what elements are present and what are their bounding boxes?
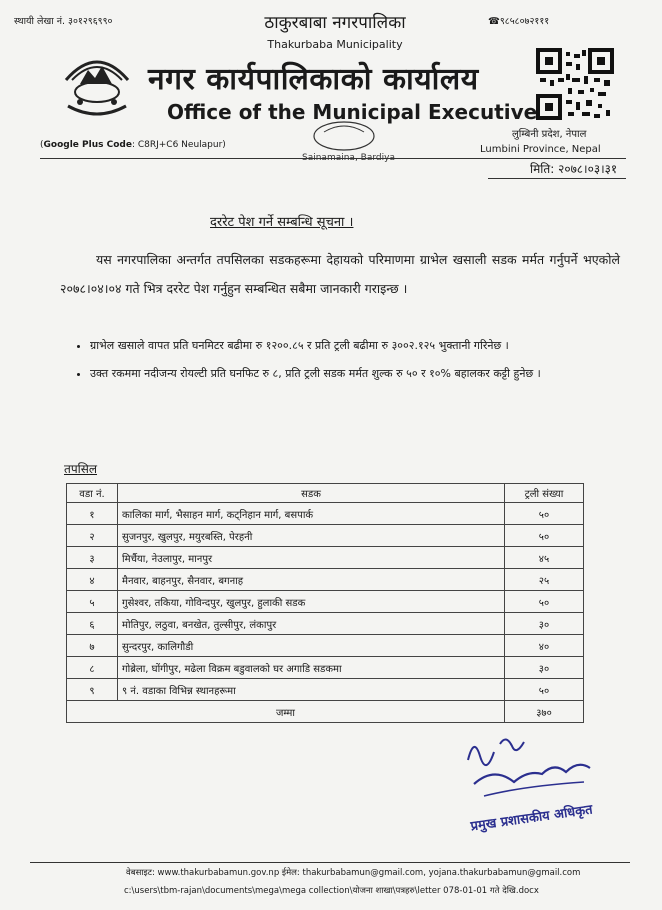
ward-cell: ९ (67, 679, 118, 701)
table-row (67, 547, 584, 569)
google-plus-code-label: Google Plus Code (43, 140, 132, 150)
count-cell: ५० (505, 503, 584, 525)
phone-number: ☎९८५८०७२१११ (488, 16, 550, 27)
ward-cell: १ (67, 503, 118, 525)
road-cell: गुसेश्वर, तकिया, गोविन्दपुर, खुलपुर, हुलाकी सडक (118, 591, 505, 613)
count-cell: ३० (505, 657, 584, 679)
road-cell: मिर्चैया, नेउलापुर, मानपुर (118, 547, 505, 569)
table-row (67, 591, 584, 613)
column-header-ward: वडा नं. (67, 484, 118, 503)
province-nepali: लुम्बिनी प्रदेश, नेपाल (512, 129, 587, 140)
road-cell: मैनवार, बाहनपुर, सैनवार, बगनाह (118, 569, 505, 591)
notice-paragraph: यस नगरपालिका अन्तर्गत तपसिलका सडकहरूमा देहायको परिमाणमा ग्राभेल खसाली सडक मर्मत गर्नुपर्ने भएकोले २०७८।०४।०४ गते भित्र दररेट पेश गर्नुहुन सम्बन्धित सबैमा जानकारी गराइन्छ । (60, 252, 620, 296)
schedule-table (66, 483, 584, 723)
google-plus-code: (Google Plus Code: C8RJ+C6 Neulapur) (40, 140, 226, 150)
count-cell: ५० (505, 525, 584, 547)
signature-icon (454, 726, 604, 806)
count-cell: ५० (505, 591, 584, 613)
registration-number: स्थायी लेखा नं. ३०१२९६९९० (14, 16, 113, 27)
ward-cell: ८ (67, 657, 118, 679)
header-divider (40, 158, 626, 159)
table-row (67, 635, 584, 657)
column-header-road: सडक (118, 484, 505, 503)
letter-date: मिति: २०७८।०३।३१ (530, 162, 618, 176)
ward-cell: ७ (67, 635, 118, 657)
table-row (67, 503, 584, 525)
footer-divider (30, 862, 630, 863)
table-row (67, 569, 584, 591)
table-row (67, 525, 584, 547)
schedule-heading: तपसिल (64, 462, 98, 476)
office-title-nepali: नगर कार्यपालिकाको कार्यालय (148, 62, 479, 97)
count-cell: ५० (505, 679, 584, 701)
footer-website: वेबसाइट: www.thakurbabamun.gov.np ईमेल: thakurbabamun@gmail.com, yojana.thakurbabamun@gmail.com (126, 868, 581, 878)
table-row (67, 679, 584, 701)
notice-bullet-list (74, 335, 642, 391)
total-label: जम्मा (67, 701, 505, 723)
count-cell: ३० (505, 613, 584, 635)
date-underline (488, 178, 626, 179)
table-total-row (67, 701, 584, 723)
ward-cell: ३ (67, 547, 118, 569)
municipality-name-english: Thakurbaba Municipality (267, 38, 403, 51)
road-cell: ९ नं. वडाका विभिन्न स्थानहरूमा (118, 679, 505, 701)
google-plus-code-value: : C8RJ+C6 Neulapur) (131, 140, 226, 150)
footer-file-path: c:\users\tbm-rajan\documents\mega\mega collection\योजना शाखा\पत्रहरु\letter 078-01-01 गते देखि.docx (124, 886, 539, 896)
table-row (67, 657, 584, 679)
ward-cell: २ (67, 525, 118, 547)
ward-cell: ५ (67, 591, 118, 613)
total-value: ३७० (505, 701, 584, 723)
signatory-title: प्रमुख प्रशासकीय अधिकृत (469, 802, 594, 835)
count-cell: ४५ (505, 547, 584, 569)
road-cell: मोतिपुर, लठुवा, बनखेत, तुल्सीपुर, लंकापुर (118, 613, 505, 635)
road-cell: सुन्दरपुर, कालिगौडी (118, 635, 505, 657)
province-english: Lumbini Province, Nepal (480, 144, 601, 155)
municipality-name-nepali: ठाकुरबाबा नगरपालिका (264, 13, 406, 33)
table-header-row (67, 484, 584, 503)
ward-cell: ४ (67, 569, 118, 591)
list-item: • ग्राभेल खसाले वापत प्रति घनमिटर बढीमा रु १२००.८५ र प्रति ट्रली बढीमा रु ३००२.१२५ भुक्तानी गरिनेछ । (90, 335, 642, 357)
ward-cell: ६ (67, 613, 118, 635)
road-cell: कालिका मार्ग, भैसाहन मार्ग, कट्निहान मार्ग, बसपार्क (118, 503, 505, 525)
office-title-english: Office of the Municipal Executive (167, 100, 538, 124)
table-row (67, 613, 584, 635)
road-cell: गोब्रेला, घोंगीपुर, मढेला विक्रम बडुवालको घर अगाडि सडकमा (118, 657, 505, 679)
government-emblem-icon (62, 50, 132, 118)
column-header-trolley-count: ट्रली संख्या (505, 484, 584, 503)
qr-code-icon (536, 48, 614, 120)
list-item: • उक्त रकममा नदीजन्य रोयल्टी प्रति घनफिट रु ८, प्रति ट्रली सडक मर्मत शुल्क रु ५० र १०% बहालकर कट्टी हुनेछ । (90, 363, 642, 385)
road-cell: सुजनपुर, खुलपुर, मयुरबस्ति, पेरहनी (118, 525, 505, 547)
count-cell: २५ (505, 569, 584, 591)
notice-subject: दररेट पेश गर्ने सम्बन्धि सूचना । (210, 215, 354, 230)
stamp-text: Sainamaina, Bardiya (302, 153, 395, 163)
count-cell: ४० (505, 635, 584, 657)
